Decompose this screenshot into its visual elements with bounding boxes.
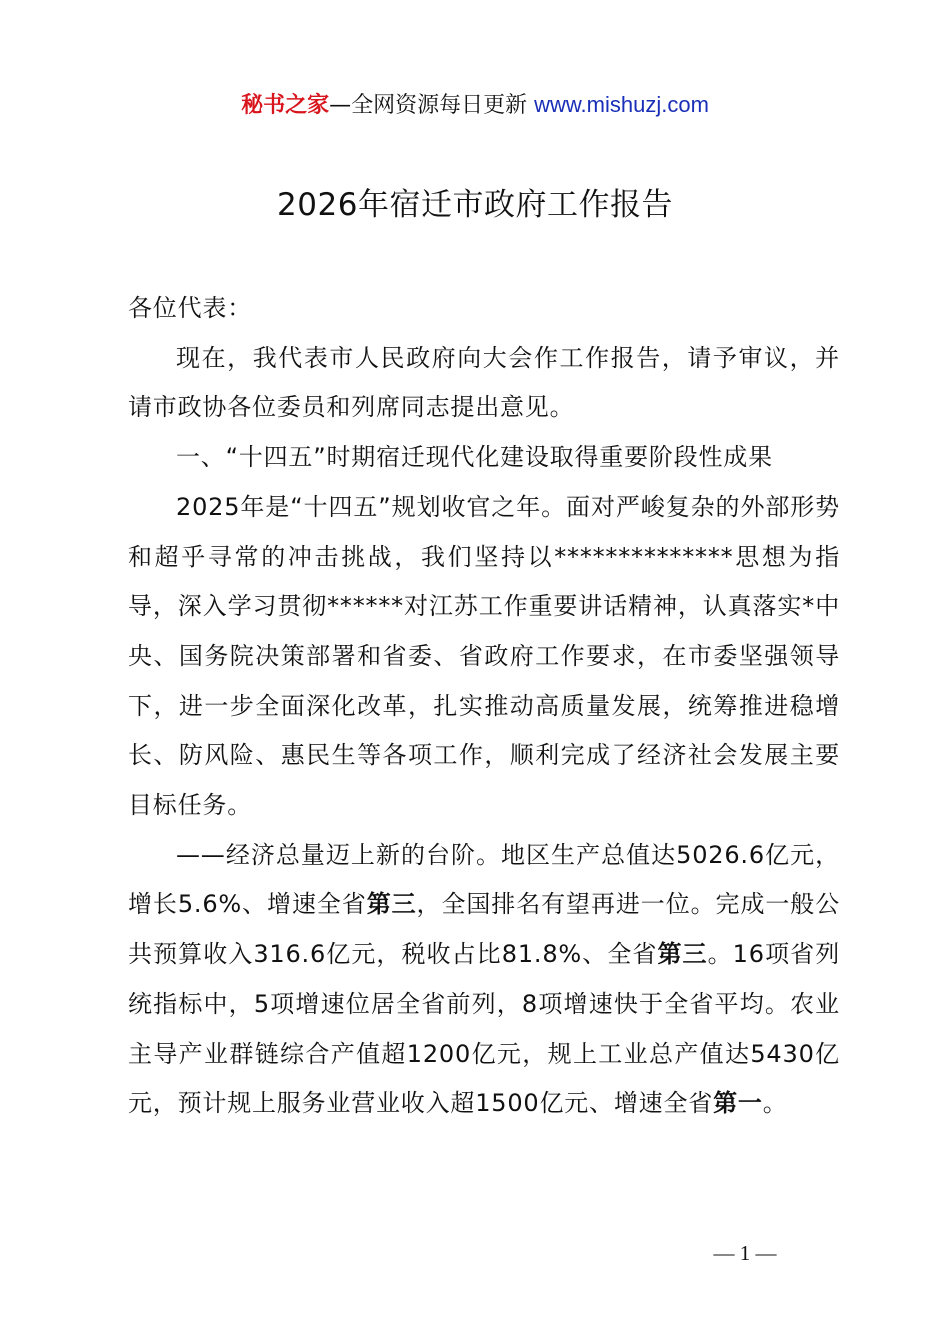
rank-highlight-3: 第一 [713,1089,763,1118]
paragraph-summary: 2025年是“十四五”规划收官之年。面对严峻复杂的外部形势和超乎寻常的冲击挑战，我们坚持以**************思想为指导，深入学习贯彻******对江苏工作重要讲话精神，认真落实*中央、国务院决策部署和省委、省政府工作要求，在市委坚强领导下，进一步全面深化改革，扎实推动高质量发展，统筹推进稳增长、防风险、惠民生等各项工作，顺利完成了经济社会发展主要目标任务。 [128,492,840,820]
document-body [128,284,840,1129]
salutation: 各位代表： [128,294,252,322]
banner-slogan: —全网资源每日更新 [329,93,528,118]
section-heading: 一、“十四五”时期宿迁现代化建设取得重要阶段性成果 [176,443,773,472]
economy-text-1: ——经济总量迈上新的台阶。地区生产总值达5026.6亿元，增长5.6%、增速全省 [128,840,840,919]
page-number: — 1 — [713,1241,777,1265]
paragraph-economy [128,831,840,1129]
economy-text-4: 。 [762,1089,788,1118]
economy-text-2: ，全国排名有望再进一位。完成一般公共预算收入316.6亿元，税收占比81.8%、全省 [128,890,840,969]
economy-text-3: 。16项省列统指标中，5项增速位居全省前列，8项增速快于全省平均。农业主导产业群链综合产值超1200亿元，规上工业总产值达5430亿元，预计规上服务业营业收入超1500亿元、增速全省 [128,940,840,1118]
rank-highlight-1: 第三 [366,890,417,919]
site-url[interactable]: www.mishuzj.com [534,92,709,117]
document-title: 2026年宿迁市政府工作报告 [277,187,673,223]
brand-name: 秘书之家 [241,93,330,118]
intro-paragraph: 现在，我代表市人民政府向大会作工作报告，请予审议，并请市政协各位委员和列席同志提出意见。 [128,343,840,422]
rank-highlight-2: 第三 [657,940,708,969]
site-banner [0,88,950,123]
